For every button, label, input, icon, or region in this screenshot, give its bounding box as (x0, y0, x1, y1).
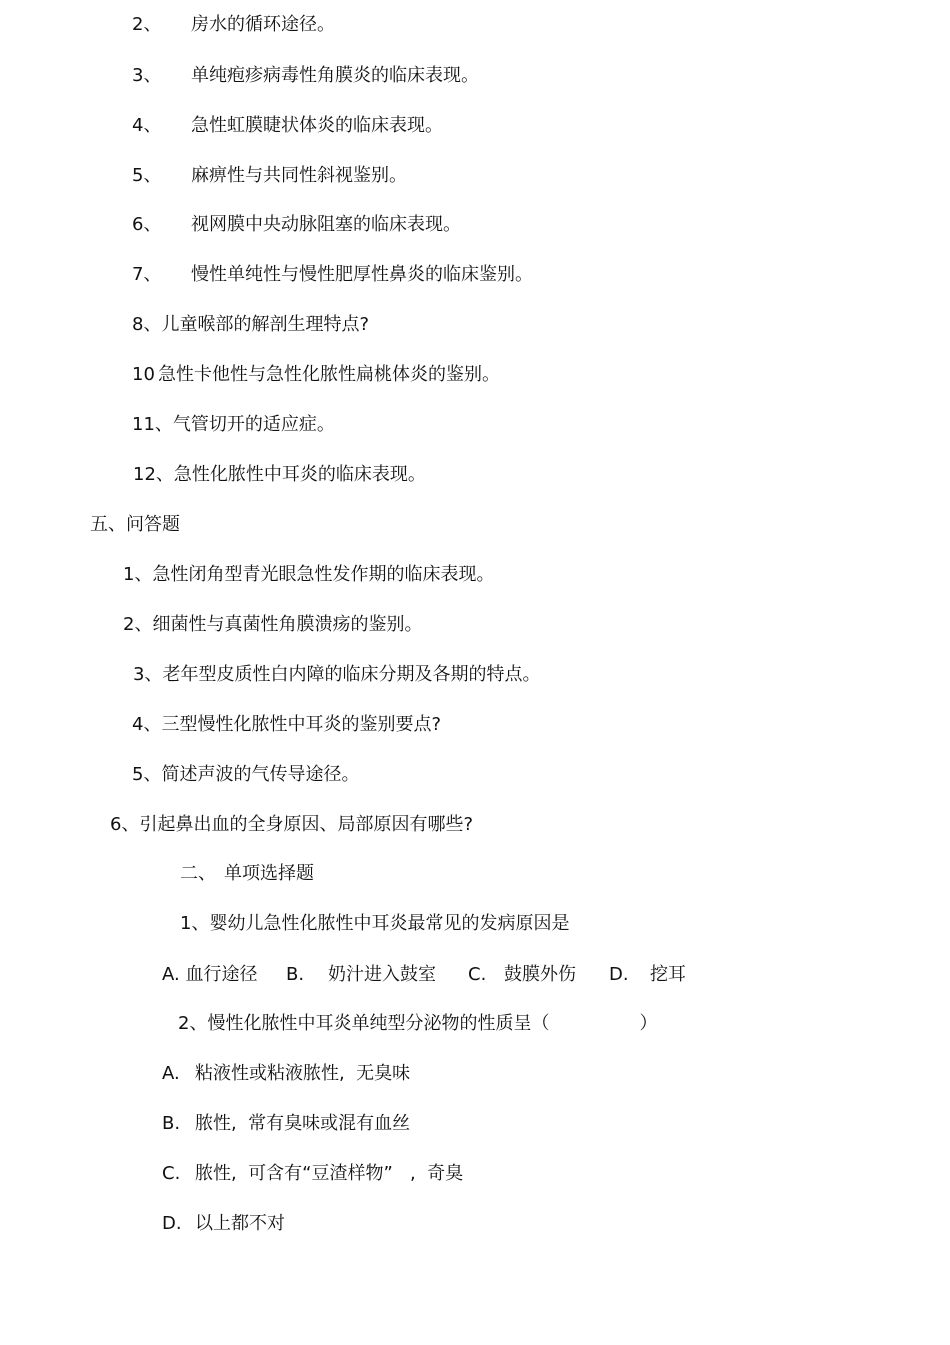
option-line (162, 1162, 463, 1186)
option-text: 脓性, 常有臭味或混有血丝 (195, 1113, 411, 1134)
list-item (133, 663, 540, 687)
item-number: 11、 (132, 414, 173, 435)
option-b-text: 奶汁进入鼓室 (328, 964, 436, 985)
item-text: 气管切开的适应症。 (172, 414, 335, 435)
item-text: 简述声波的气传导途径。 (161, 764, 360, 785)
list-item (132, 413, 335, 437)
list-item (132, 263, 533, 287)
item-text: 慢性单纯性与慢性肥厚性鼻炎的临床鉴别。 (191, 264, 533, 285)
item-text: 急性闭角型青光眼急性发作期的临床表现。 (152, 564, 495, 585)
option-line (162, 1212, 285, 1236)
list-item (132, 713, 441, 737)
option-letter: A. (162, 1063, 180, 1084)
item-text: 视网膜中央动脉阻塞的临床表现。 (191, 214, 461, 235)
list-item (133, 463, 426, 487)
option-text: 脓性, 可含有“豆渣样物” , 奇臭 (195, 1163, 464, 1184)
option-b-letter: B. (286, 964, 305, 985)
option-letter: C. (162, 1163, 181, 1184)
option-letter: B. (162, 1113, 181, 1134)
item-text: 房水的循环途径。 (191, 14, 335, 35)
option-d-text: 挖耳 (650, 964, 686, 985)
section-heading-text: 单项选择题 (224, 863, 314, 884)
item-number: 2、 (132, 14, 162, 35)
item-text: 老年型皮质性白内障的临床分期及各期的特点。 (162, 664, 541, 685)
question-stem: 1、婴幼儿急性化脓性中耳炎最常见的发病原因是 (180, 913, 570, 934)
item-text: 麻痹性与共同性斜视鉴别。 (191, 165, 407, 186)
item-number: 8、 (132, 314, 162, 335)
item-number: 5、 (132, 165, 162, 186)
list-item (123, 613, 422, 637)
list-item (132, 313, 369, 337)
item-number: 7、 (132, 264, 162, 285)
list-item (132, 763, 359, 787)
item-text: 引起鼻出血的全身原因、局部原因有哪些? (139, 814, 474, 835)
item-number: 1、 (123, 564, 153, 585)
option-d-letter: D. (609, 964, 629, 985)
section-heading: 五、问答题 (90, 514, 180, 535)
list-item (132, 13, 335, 37)
item-number: 5、 (132, 764, 162, 785)
item-number: 3、 (133, 664, 163, 685)
list-item (132, 64, 479, 88)
item-text: 单纯疱疹病毒性角膜炎的临床表现。 (191, 65, 479, 86)
item-number: 4、 (132, 714, 162, 735)
section-heading (180, 862, 314, 886)
item-number: 10 (132, 364, 155, 385)
item-number: 6、 (132, 214, 162, 235)
option-a: A. 血行途径 (162, 964, 258, 985)
question-stem (178, 1012, 657, 1036)
list-item (110, 813, 473, 837)
option-c-letter: C. (468, 964, 487, 985)
option-line (162, 1112, 410, 1136)
option-text: 以上都不对 (195, 1213, 285, 1234)
item-number: 2、 (123, 614, 153, 635)
option-letter: D. (162, 1213, 182, 1234)
item-text: 急性虹膜睫状体炎的临床表现。 (191, 115, 443, 136)
item-number: 12、 (133, 464, 174, 485)
item-text: 细菌性与真菌性角膜溃疡的鉴别。 (152, 614, 423, 635)
item-number: 6、 (110, 814, 140, 835)
list-item (123, 563, 494, 587)
list-item (132, 363, 500, 387)
item-number: 3、 (132, 65, 162, 86)
question-stem-text: 2、慢性化脓性中耳炎单纯型分泌物的性质呈（ (178, 1013, 550, 1034)
list-item (132, 164, 407, 188)
list-item (132, 114, 443, 138)
section-heading-number: 二、 (180, 863, 216, 884)
item-text: 三型慢性化脓性中耳炎的鉴别要点? (161, 714, 442, 735)
item-text: 急性卡他性与急性化脓性扁桃体炎的鉴别。 (158, 364, 500, 385)
option-c-text: 鼓膜外伤 (504, 964, 576, 985)
item-text: 儿童喉部的解剖生理特点? (161, 314, 370, 335)
item-text: 急性化脓性中耳炎的临床表现。 (173, 464, 426, 485)
option-line (162, 1062, 410, 1086)
option-text: 粘液性或粘液脓性, 无臭味 (195, 1063, 411, 1084)
list-item (132, 213, 461, 237)
question-stem-end: ） (639, 1013, 658, 1034)
item-number: 4、 (132, 115, 162, 136)
